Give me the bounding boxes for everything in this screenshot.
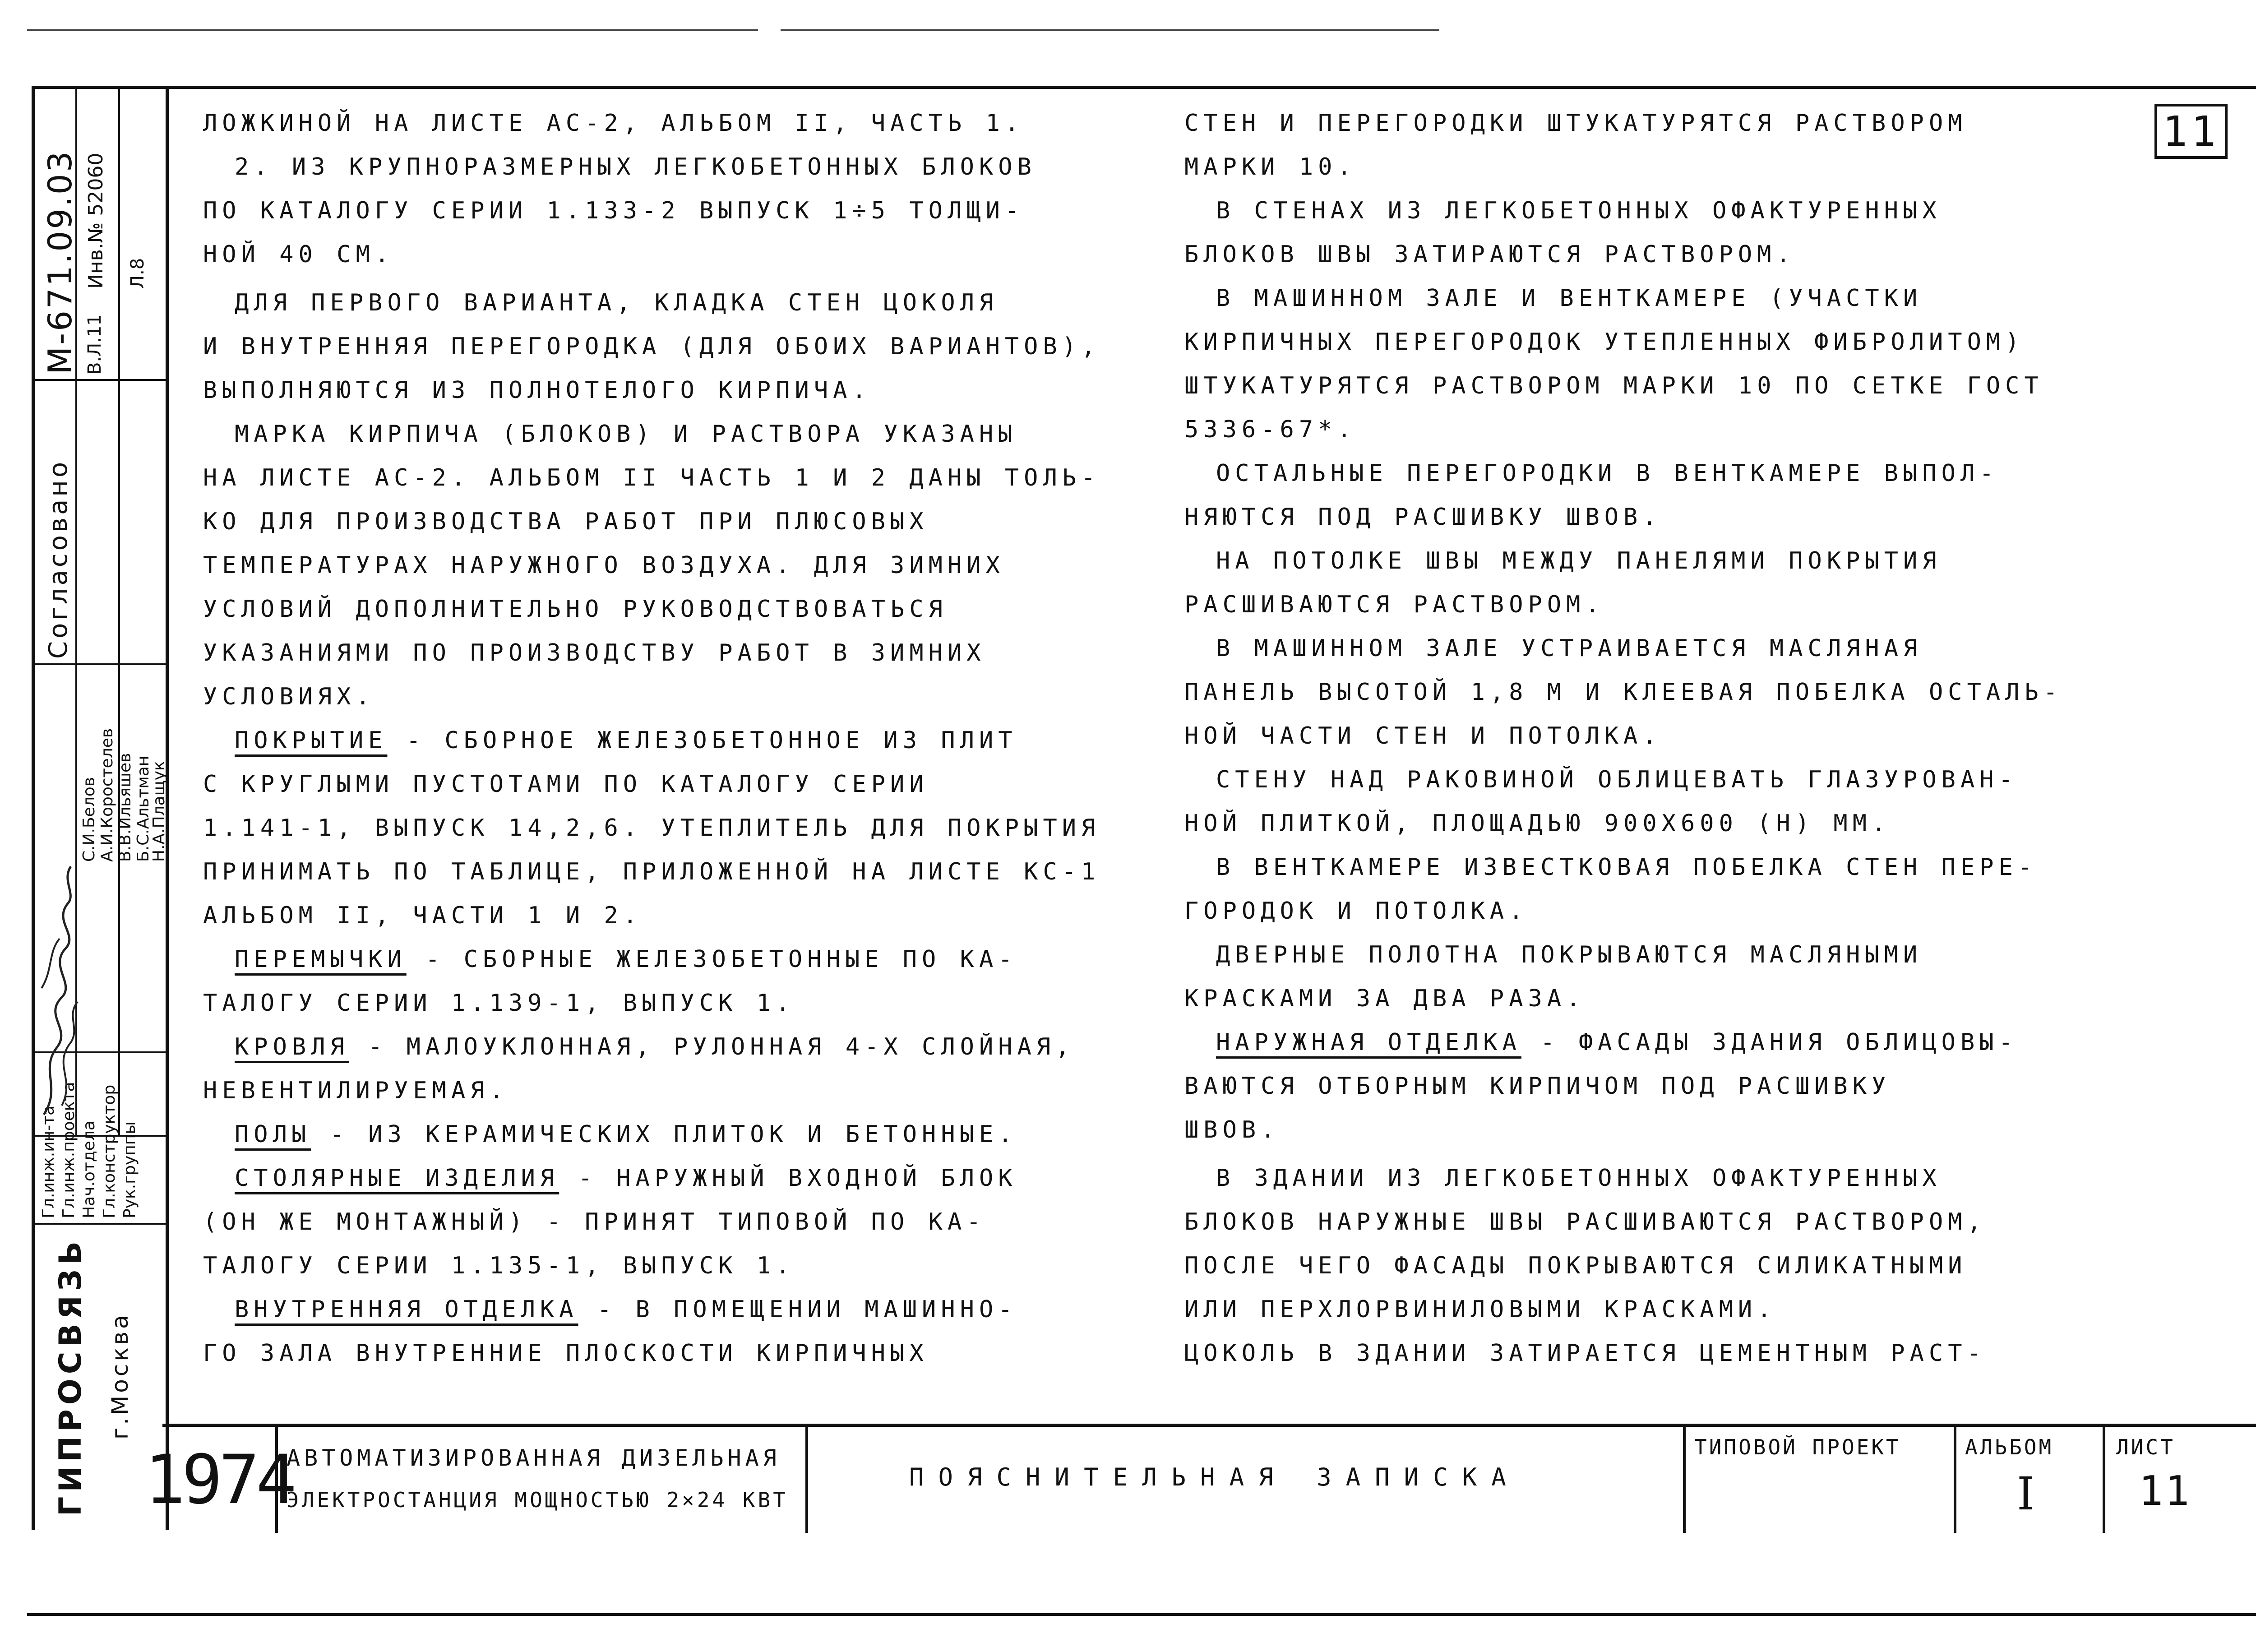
left-column-line — [203, 145, 1100, 189]
role-label: Нач.отдела — [80, 1120, 98, 1218]
title-divider — [805, 1427, 808, 1533]
signatures-drawing — [35, 853, 84, 1124]
right-column-line — [1184, 889, 2062, 933]
paragraph-text: АЛЬБОМ II, ЧАСТИ 1 И 2. — [203, 902, 643, 929]
paragraph-text: НА ЛИСТЕ АС-2. АЛЬБОМ II ЧАСТЬ 1 И 2 ДАНЫ ТОЛЬ- — [203, 464, 1100, 491]
signatory-name: Н.А.Плащук — [150, 761, 168, 862]
sheet-bottom-line — [27, 1613, 2256, 1616]
top-rule — [781, 29, 1439, 31]
title-divider — [275, 1427, 278, 1533]
paragraph-text: ТЕМПЕРАТУРАХ НАРУЖНОГО ВОЗДУХА. ДЛЯ ЗИМНИХ — [203, 552, 1005, 579]
right-column-line — [1184, 627, 2062, 671]
paragraph-text: НОЙ ЧАСТИ СТЕН И ПОТОЛКА. — [1184, 722, 1662, 750]
organization-name: ГИПРОСВЯЗЬ — [53, 1236, 88, 1516]
signatory-name: С.И.Белов — [80, 777, 98, 862]
left-column-line — [203, 806, 1100, 850]
right-column-line — [1184, 714, 2062, 758]
right-column-line — [1184, 977, 2062, 1021]
drawing-code: М-671.09.03 — [41, 149, 79, 375]
right-column-line — [1184, 364, 2062, 408]
section-heading: ПОЛЫ — [235, 1121, 311, 1148]
right-column-line — [1184, 758, 2062, 802]
paragraph-text: - ФАСАДЫ ЗДАНИЯ ОБЛИЦОВЫ- — [1521, 1029, 2018, 1056]
paragraph-text: ЛОЖКИНОЙ НА ЛИСТЕ АС-2, АЛЬБОМ II, ЧАСТЬ 1. — [203, 110, 1024, 137]
paragraph-text: ГОРОДОК И ПОТОЛКА. — [1184, 898, 1528, 925]
left-column-line — [203, 588, 1100, 631]
paragraph-text: СТЕН И ПЕРЕГОРОДКИ ШТУКАТУРЯТСЯ РАСТВОРОМ — [1184, 110, 1967, 137]
right-column-line — [1184, 1288, 2062, 1332]
paragraph-text: ДЛЯ ПЕРВОГО ВАРИАНТА, КЛАДКА СТЕН ЦОКОЛЯ — [235, 289, 999, 316]
right-column-line — [1184, 671, 2062, 714]
paragraph-text: ДВЕРНЫЕ ПОЛОТНА ПОКРЫВАЮТСЯ МАСЛЯНЫМИ — [1216, 941, 1923, 968]
right-column-line — [1184, 452, 2062, 495]
section-heading: ПЕРЕМЫЧКИ — [235, 946, 407, 973]
paragraph-text: ПОСЛЕ ЧЕГО ФАСАДЫ ПОКРЫВАЮТСЯ СИЛИКАТНЫМИ — [1184, 1252, 1967, 1279]
agreed-label: Согласовано — [44, 459, 73, 659]
left-column-line — [203, 281, 1100, 325]
left-column-line — [203, 1025, 1100, 1069]
sheet-label: ЛИСТ — [2116, 1435, 2175, 1459]
role-label: Гл.конструктор — [100, 1084, 119, 1218]
paragraph-text: (ОН ЖЕ МОНТАЖНЫЙ) - ПРИНЯТ ТИПОВОЙ ПО КА- — [203, 1208, 986, 1236]
paragraph-text: - НАРУЖНЫЙ ВХОДНОЙ БЛОК — [559, 1165, 1017, 1192]
role-label: Рук.группы — [120, 1121, 139, 1218]
paragraph-text: НОЙ ПЛИТКОЙ, ПЛОЩАДЬЮ 900Х600 (H) ММ. — [1184, 810, 1891, 837]
paragraph-text: 1.141-1, ВЫПУСК 14,2,6. УТЕПЛИТЕЛЬ ДЛЯ ПОКРЫТИЯ — [203, 814, 1100, 842]
paragraph-text: КРАСКАМИ ЗА ДВА РАЗА. — [1184, 985, 1586, 1012]
paragraph-text: С КРУГЛЫМИ ПУСТОТАМИ ПО КАТАЛОГУ СЕРИИ — [203, 771, 929, 798]
section-heading: ВНУТРЕННЯЯ ОТДЕЛКА — [235, 1296, 578, 1323]
paragraph-text: ВАЮТСЯ ОТБОРНЫМ КИРПИЧОМ ПОД РАСШИВКУ — [1184, 1073, 1891, 1100]
left-column-line — [203, 1200, 1100, 1244]
right-column-line — [1184, 408, 2062, 452]
paragraph-text: ШТУКАТУРЯТСЯ РАСТВОРОМ МАРКИ 10 ПО СЕТКЕ ГОСТ — [1184, 372, 2043, 399]
year-label: 1974 — [144, 1440, 293, 1519]
left-column-line — [203, 325, 1100, 369]
title-block — [144, 1424, 2256, 1533]
text-column-right — [1184, 102, 2062, 1375]
right-column-line — [1184, 802, 2062, 846]
left-column-line — [203, 938, 1100, 981]
paragraph-text: БЛОКОВ ШВЫ ЗАТИРАЮТСЯ РАСТВОРОМ. — [1184, 241, 1795, 268]
right-column-line — [1184, 583, 2062, 627]
paragraph-text: НЯЮТСЯ ПОД РАСШИВКУ ШВОВ. — [1184, 504, 1662, 531]
paragraph-text: 5336-67*. — [1184, 416, 1356, 443]
paragraph-text: УСЛОВИЙ ДОПОЛНИТЕЛЬНО РУКОВОДСТВОВАТЬСЯ — [203, 596, 948, 623]
left-column-line — [203, 719, 1100, 763]
paragraph-text: РАСШИВАЮТСЯ РАСТВОРОМ. — [1184, 591, 1604, 618]
side-divider — [35, 663, 166, 665]
paragraph-text: - СБОРНЫЕ ЖЕЛЕЗОБЕТОННЫЕ ПО КА- — [406, 946, 1017, 973]
paragraph-text: НА ПОТОЛКЕ ШВЫ МЕЖДУ ПАНЕЛЯМИ ПОКРЫТИЯ — [1216, 547, 1942, 574]
role-label: Гл.инж.проекта — [60, 1082, 78, 1218]
signatory-name: В.В.Ильяшев — [116, 753, 134, 862]
right-column-line — [1184, 1200, 2062, 1244]
paragraph-text: МАРКА КИРПИЧА (БЛОКОВ) И РАСТВОРА УКАЗАНЫ — [235, 421, 1017, 448]
left-column-line — [203, 981, 1100, 1025]
left-column-line — [203, 544, 1100, 588]
paragraph-text: ГО ЗАЛА ВНУТРЕННИЕ ПЛОСКОСТИ КИРПИЧНЫХ — [203, 1340, 929, 1367]
inventory-number: Инв.№ 52060 — [84, 153, 107, 289]
sheet-small-number: Л.8 — [127, 258, 148, 289]
right-column-line — [1184, 145, 2062, 189]
left-column-line — [203, 1069, 1100, 1113]
paragraph-text: 2. ИЗ КРУПНОРАЗМЕРНЫХ ЛЕГКОБЕТОННЫХ БЛОКОВ — [235, 153, 1036, 180]
paragraph-text: В СТЕНАХ ИЗ ЛЕГКОБЕТОННЫХ ОФАКТУРЕННЫХ — [1216, 197, 1942, 224]
right-column-line — [1184, 1021, 2062, 1064]
left-column-line — [203, 675, 1100, 719]
title-divider — [1683, 1427, 1686, 1533]
signatory-name: Б.С.Альтман — [134, 755, 153, 862]
right-column-line — [1184, 233, 2062, 277]
paragraph-text: УКАЗАНИЯМИ ПО ПРОИЗВОДСТВУ РАБОТ В ЗИМНИХ — [203, 639, 986, 666]
sheet-value: 11 — [2139, 1467, 2191, 1515]
right-column-line — [1184, 277, 2062, 320]
left-column-line — [203, 369, 1100, 412]
paragraph-text: ТАЛОГУ СЕРИИ 1.139-1, ВЫПУСК 1. — [203, 990, 795, 1017]
paragraph-text: - В ПОМЕЩЕНИИ МАШИННО- — [578, 1296, 1017, 1323]
left-column-line — [203, 1288, 1100, 1332]
top-rule — [27, 29, 758, 31]
left-column-line — [203, 1157, 1100, 1200]
side-divider — [35, 1223, 166, 1225]
left-column-line — [203, 894, 1100, 938]
right-column-line — [1184, 1157, 2062, 1200]
right-column-line — [1184, 495, 2062, 539]
paragraph-text: ВЫПОЛНЯЮТСЯ ИЗ ПОЛНОТЕЛОГО КИРПИЧА. — [203, 377, 871, 404]
right-column-line — [1184, 1332, 2062, 1375]
paragraph-text: ШВОВ. — [1184, 1116, 1280, 1143]
album-label: АЛЬБОМ — [1965, 1435, 2054, 1459]
side-divider — [118, 86, 120, 1135]
left-column-line — [203, 500, 1100, 544]
left-column-line — [203, 1113, 1100, 1157]
paragraph-text: ОСТАЛЬНЫЕ ПЕРЕГОРОДКИ В ВЕНТКАМЕРЕ ВЫПОЛ- — [1216, 460, 1999, 487]
left-column-line — [203, 850, 1100, 894]
paragraph-text: ПРИНИМАТЬ ПО ТАБЛИЦЕ, ПРИЛОЖЕННОЙ НА ЛИСТЕ КС-1 — [203, 858, 1100, 885]
paragraph-text: - МАЛОУКЛОННАЯ, РУЛОННАЯ 4-Х СЛОЙНАЯ, — [349, 1033, 1075, 1060]
paragraph-text: В МАШИННОМ ЗАЛЕ И ВЕНТКАМЕРЕ (УЧАСТКИ — [1216, 285, 1923, 312]
document-title: ПОЯСНИТЕЛЬНАЯ ЗАПИСКА — [909, 1463, 1521, 1491]
title-divider — [1954, 1427, 1956, 1533]
right-column-line — [1184, 1244, 2062, 1288]
text-column-left — [203, 102, 1100, 1375]
role-label: Гл.инж.ин-та — [39, 1105, 58, 1218]
right-column-line — [1184, 189, 2062, 233]
paragraph-text: В ЗДАНИИ ИЗ ЛЕГКОБЕТОННЫХ ОФАКТУРЕННЫХ — [1216, 1165, 1942, 1192]
right-column-line — [1184, 846, 2062, 889]
paragraph-text: ТАЛОГУ СЕРИИ 1.135-1, ВЫПУСК 1. — [203, 1252, 795, 1279]
organization-city: г.Москва — [107, 1312, 133, 1439]
paragraph-text: СТЕНУ НАД РАКОВИНОЙ ОБЛИЦЕВАТЬ ГЛАЗУРОВАН- — [1216, 766, 2018, 793]
paragraph-text: ПО КАТАЛОГУ СЕРИИ 1.133-2 ВЫПУСК 1÷5 ТОЛЩИ- — [203, 197, 1024, 224]
paragraph-text: УСЛОВИЯХ. — [203, 683, 375, 710]
paragraph-text: И ВНУТРЕННЯЯ ПЕРЕГОРОДКА (ДЛЯ ОБОИХ ВАРИАНТОВ), — [203, 333, 1100, 360]
paragraph-text: ИЛИ ПЕРХЛОРВИНИЛОВЫМИ КРАСКАМИ. — [1184, 1296, 1776, 1323]
paragraph-text: В ВЕНТКАМЕРЕ ИЗВЕСТКОВАЯ ПОБЕЛКА СТЕН ПЕРЕ- — [1216, 854, 2037, 881]
paragraph-text: ПАНЕЛЬ ВЫСОТОЙ 1,8 М И КЛЕЕВАЯ ПОБЕЛКА ОСТАЛЬ- — [1184, 679, 2063, 706]
project-name-line1: АВТОМАТИЗИРОВАННАЯ ДИЗЕЛЬНАЯ — [287, 1445, 781, 1471]
paragraph-text: БЛОКОВ НАРУЖНЫЕ ШВЫ РАСШИВАЮТСЯ РАСТВОРОМ, — [1184, 1208, 1986, 1236]
side-stamp — [32, 86, 169, 1530]
sheet-corner-number: 11 — [2154, 104, 2228, 159]
project-name-line2: ЭЛЕКТРОСТАНЦИЯ МОЩНОСТЬЮ 2×24 КВТ — [287, 1488, 788, 1512]
paragraph-text: КО ДЛЯ ПРОИЗВОДСТВА РАБОТ ПРИ ПЛЮСОВЫХ — [203, 508, 929, 535]
paragraph-text: НОЙ 40 СМ. — [203, 241, 394, 268]
left-column-line — [203, 1332, 1100, 1375]
paragraph-text: - ИЗ КЕРАМИЧЕСКИХ ПЛИТОК И БЕТОННЫЕ. — [311, 1121, 1017, 1148]
paragraph-text: - СБОРНОЕ ЖЕЛЕЗОБЕТОННОЕ ИЗ ПЛИТ — [387, 727, 1017, 754]
left-column-line — [203, 763, 1100, 806]
right-column-line — [1184, 320, 2062, 364]
left-column-line — [203, 456, 1100, 500]
type-project-label: ТИПОВОЙ ПРОЕКТ — [1694, 1435, 1901, 1459]
right-column-line — [1184, 1064, 2062, 1108]
paragraph-text: МАРКИ 10. — [1184, 153, 1356, 180]
right-column-line — [1184, 1108, 2062, 1152]
title-divider — [2103, 1427, 2105, 1533]
sheet-code: В.Л.11 — [84, 314, 105, 375]
left-column-line — [203, 412, 1100, 456]
right-column-line — [1184, 933, 2062, 977]
left-column-line — [203, 631, 1100, 675]
paragraph-text: ЦОКОЛЬ В ЗДАНИИ ЗАТИРАЕТСЯ ЦЕМЕНТНЫМ РАСТ- — [1184, 1340, 1986, 1367]
paragraph-text: КИРПИЧНЫХ ПЕРЕГОРОДОК УТЕПЛЕННЫХ ФИБРОЛИТОМ) — [1184, 329, 2025, 356]
paragraph-text: НЕВЕНТИЛИРУЕМАЯ. — [203, 1077, 509, 1104]
left-column-line — [203, 189, 1100, 233]
left-column-line — [203, 1244, 1100, 1288]
paragraph-text: В МАШИННОМ ЗАЛЕ УСТРАИВАЕТСЯ МАСЛЯНАЯ — [1216, 635, 1923, 662]
album-value: I — [2017, 1467, 2039, 1520]
section-heading: КРОВЛЯ — [235, 1033, 349, 1060]
right-column-line — [1184, 102, 2062, 145]
section-heading: ПОКРЫТИЕ — [235, 727, 388, 754]
section-heading: НАРУЖНАЯ ОТДЕЛКА — [1216, 1029, 1521, 1056]
right-column-line — [1184, 539, 2062, 583]
section-heading: СТОЛЯРНЫЕ ИЗДЕЛИЯ — [235, 1165, 559, 1192]
signatory-name: А.И.Коростелев — [98, 728, 116, 862]
left-column-line — [203, 233, 1100, 277]
side-divider — [35, 379, 166, 381]
left-column-line — [203, 102, 1100, 145]
